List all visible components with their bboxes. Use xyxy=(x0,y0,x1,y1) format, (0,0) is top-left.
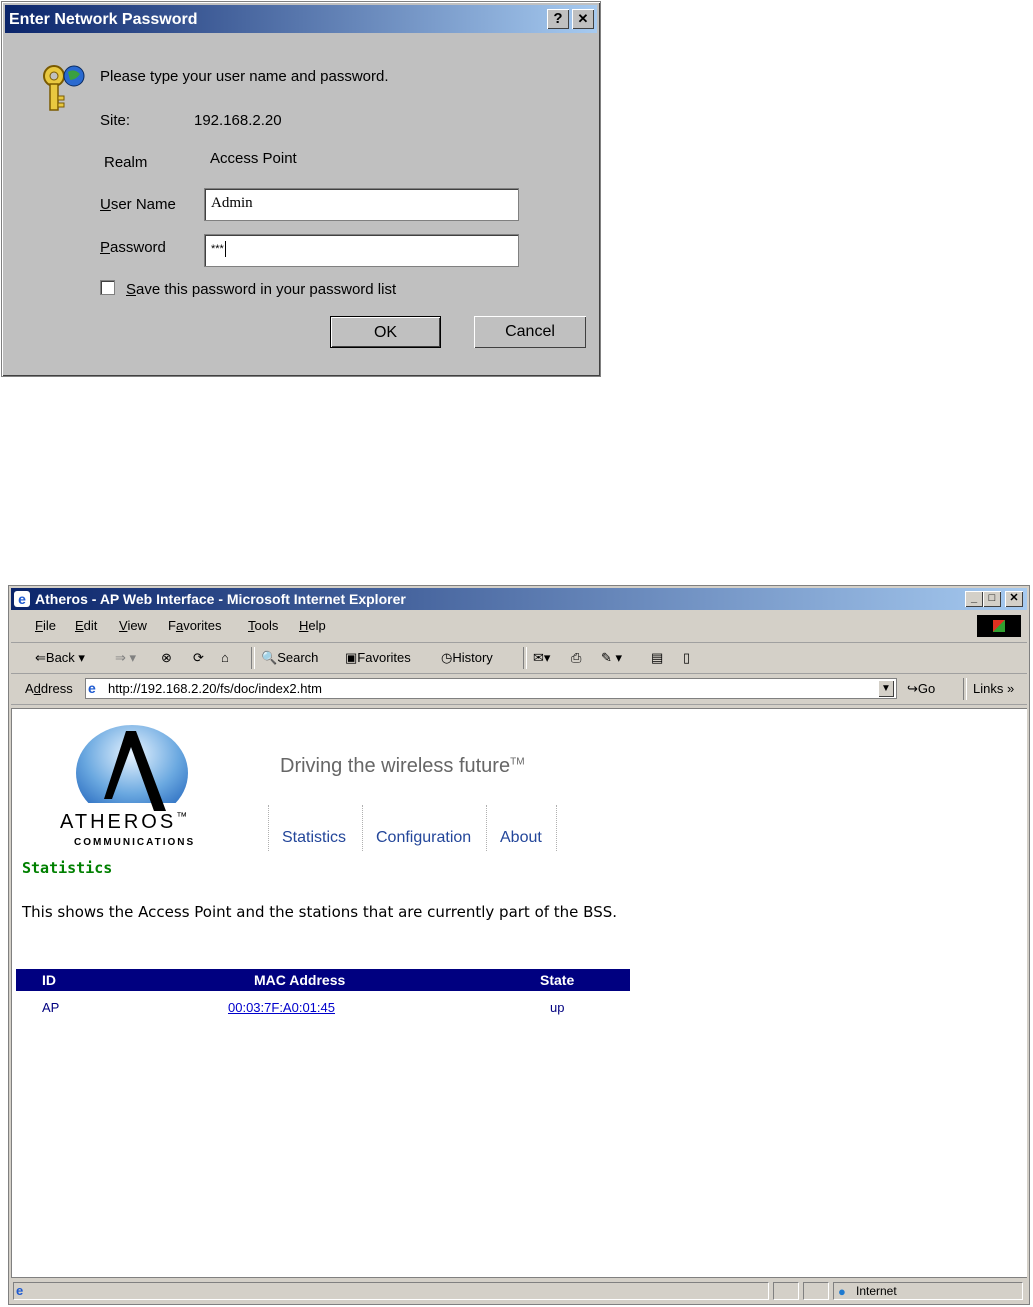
close-icon[interactable]: ✕ xyxy=(1005,591,1023,607)
back-arrow-icon: ⇐ xyxy=(35,650,46,665)
menu-file[interactable]: File xyxy=(35,618,56,633)
page-content xyxy=(11,708,1027,1278)
page-title: Statistics xyxy=(22,859,113,877)
ie-logo-icon: e xyxy=(14,591,30,607)
zone-label: Internet xyxy=(856,1284,897,1298)
nav-separator xyxy=(556,805,558,851)
atheros-logo xyxy=(74,721,194,824)
username-field[interactable]: Admin xyxy=(204,188,519,221)
print-icon[interactable]: ⎙ xyxy=(571,650,582,665)
address-input[interactable] xyxy=(85,678,897,699)
stop-icon[interactable]: ⊗ xyxy=(161,650,172,665)
history-icon: ◷ xyxy=(441,650,453,665)
column-mac: MAC Address xyxy=(254,972,346,988)
site-value: 192.168.2.20 xyxy=(194,112,282,129)
standard-toolbar xyxy=(11,643,1027,674)
save-password-checkbox[interactable] xyxy=(100,280,115,295)
go-arrow-icon: ↪ xyxy=(907,681,918,696)
menu-favorites[interactable]: Favorites xyxy=(168,618,222,633)
help-button[interactable]: ? xyxy=(547,9,569,29)
edit-icon[interactable]: ✎ ▾ xyxy=(601,650,623,665)
maximize-icon[interactable]: □ xyxy=(983,591,1001,607)
row-state: up xyxy=(550,1000,565,1015)
save-password-label: Save this password in your password list xyxy=(126,281,397,298)
links-button[interactable]: Links » xyxy=(973,681,1015,696)
table-header xyxy=(16,969,630,991)
menu-help[interactable]: Help xyxy=(299,618,326,633)
cancel-button[interactable]: Cancel xyxy=(474,316,586,348)
messenger-icon[interactable]: ▯ xyxy=(683,650,691,665)
search-button[interactable]: 🔍Search xyxy=(261,650,319,665)
menu-bar xyxy=(11,612,1027,643)
status-bar xyxy=(11,1280,1027,1302)
site-label: Site: xyxy=(100,112,131,129)
address-dropdown-icon[interactable]: ▼ xyxy=(878,680,894,697)
mac-address-link[interactable]: 00:03:7F:A0:01:45 xyxy=(228,1000,335,1015)
ok-button[interactable]: OK xyxy=(330,316,441,348)
scrollbar-track xyxy=(1013,709,1027,1277)
realm-value: Access Point xyxy=(210,150,297,167)
forward-arrow-icon: ⇒ xyxy=(115,650,126,665)
discuss-icon[interactable]: ▤ xyxy=(651,650,664,665)
key-icon xyxy=(38,62,88,117)
text-cursor xyxy=(225,241,226,257)
page-status-icon: e xyxy=(16,1283,24,1298)
logo-wordmark: ATHEROS™ xyxy=(60,811,191,833)
toolbar-separator xyxy=(963,678,967,700)
menu-view[interactable]: View xyxy=(119,618,147,633)
address-label: Address xyxy=(25,681,73,696)
password-mask: *** xyxy=(211,242,224,255)
status-panel xyxy=(773,1282,799,1300)
nav-configuration[interactable]: Configuration xyxy=(376,829,472,846)
dialog-title-bar[interactable] xyxy=(5,5,597,33)
page-icon: e xyxy=(88,680,96,696)
column-id: ID xyxy=(42,972,56,988)
favorites-button[interactable]: ▣Favorites xyxy=(345,650,411,665)
dialog-prompt: Please type your user name and password. xyxy=(100,68,389,85)
nav-about[interactable]: About xyxy=(500,829,542,846)
column-state: State xyxy=(540,972,575,988)
status-panel xyxy=(803,1282,829,1300)
back-button[interactable]: ⇐Back ▾ xyxy=(35,650,85,665)
nav-separator xyxy=(486,805,488,851)
nav-separator xyxy=(362,805,364,851)
address-bar xyxy=(11,674,1027,705)
window-title-bar[interactable] xyxy=(11,588,1027,610)
logo-subtitle: COMMUNICATIONS xyxy=(74,837,196,848)
address-value: http://192.168.2.20/fs/doc/index2.htm xyxy=(108,681,322,696)
go-button[interactable]: ↪Go xyxy=(907,681,936,696)
toolbar-separator xyxy=(523,647,527,669)
status-main xyxy=(13,1282,769,1300)
table-row xyxy=(16,997,630,1019)
toolbar-separator xyxy=(251,647,255,669)
globe-icon: ● xyxy=(838,1284,846,1299)
menu-tools[interactable]: Tools xyxy=(248,618,279,633)
mail-icon[interactable]: ✉▾ xyxy=(533,650,551,665)
ie-window xyxy=(8,585,1030,1305)
nav-statistics[interactable]: Statistics xyxy=(282,829,347,846)
menu-edit[interactable]: Edit xyxy=(75,618,98,633)
row-id: AP xyxy=(42,1000,60,1015)
favorites-icon: ▣ xyxy=(345,650,358,665)
refresh-icon[interactable]: ⟳ xyxy=(193,650,204,665)
home-icon[interactable]: ⌂ xyxy=(221,650,229,665)
password-label: Password xyxy=(100,239,166,256)
username-label: User Name xyxy=(100,196,176,213)
status-zone xyxy=(833,1282,1023,1300)
window-title: Atheros - AP Web Interface - Microsoft Internet Explorer xyxy=(35,591,406,607)
close-button[interactable]: ✕ xyxy=(572,9,594,29)
search-icon: 🔍 xyxy=(261,650,278,665)
minimize-icon[interactable]: _ xyxy=(965,591,983,607)
dialog-title: Enter Network Password xyxy=(9,11,198,28)
password-field[interactable] xyxy=(204,234,519,267)
network-password-dialog xyxy=(1,1,601,377)
nav-separator xyxy=(268,805,270,851)
windows-logo-icon xyxy=(977,615,1021,637)
history-button[interactable]: ◷History xyxy=(441,650,493,665)
tagline: Driving the wireless future™ xyxy=(280,755,525,777)
page-description: This shows the Access Point and the stations that are currently part of the BSS. xyxy=(22,903,618,921)
forward-button[interactable]: ⇒ ▾ xyxy=(115,650,137,665)
realm-label: Realm xyxy=(104,154,148,171)
